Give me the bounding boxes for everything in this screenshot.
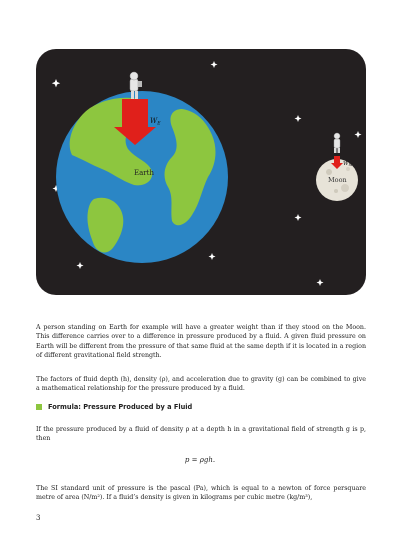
page-number: 3: [36, 514, 41, 522]
green-square-icon: [36, 404, 42, 410]
paragraph-si-unit: The SI standard unit of pressure is the pascal (Pa), which is equal to a newton of force persquare metre of area (N/m²). If a fluid’s density is given in kilograms per cubic metre (kg/m³),: [36, 485, 366, 502]
weight-earth-label: $W_E$: [150, 117, 161, 127]
earth-label: Earth: [134, 169, 154, 177]
moon-label: Moon: [328, 176, 347, 184]
paragraph-weight-difference: A person standing on Earth for example will have a greater weight than if they stood on the Moon. This difference carries over to a difference in pressure produced by a fluid. A given fluid pressure on Earth will be different from the pressure of that same fluid at the same depth if it is located in a region of different gravitational field strength.: [36, 324, 366, 359]
earth-moon-illustration: [36, 49, 366, 295]
weight-moon-label: $W_M$: [343, 161, 353, 168]
formula-heading: [36, 403, 192, 411]
paragraph-pressure-factors: The factors of fluid depth (h), density (ρ), and acceleration due to gravity (g) can be combined to give a mathematical relationship for the pressure produced by a fluid.: [36, 376, 366, 393]
pressure-equation: p = ρgh.: [184, 456, 216, 464]
paragraph-formula-intro: If the pressure produced by a fluid of density ρ at a depth h in a gravitational field of strength g is p, then: [36, 426, 366, 443]
formula-title: Formula: Pressure Produced by a Fluid: [48, 403, 193, 411]
